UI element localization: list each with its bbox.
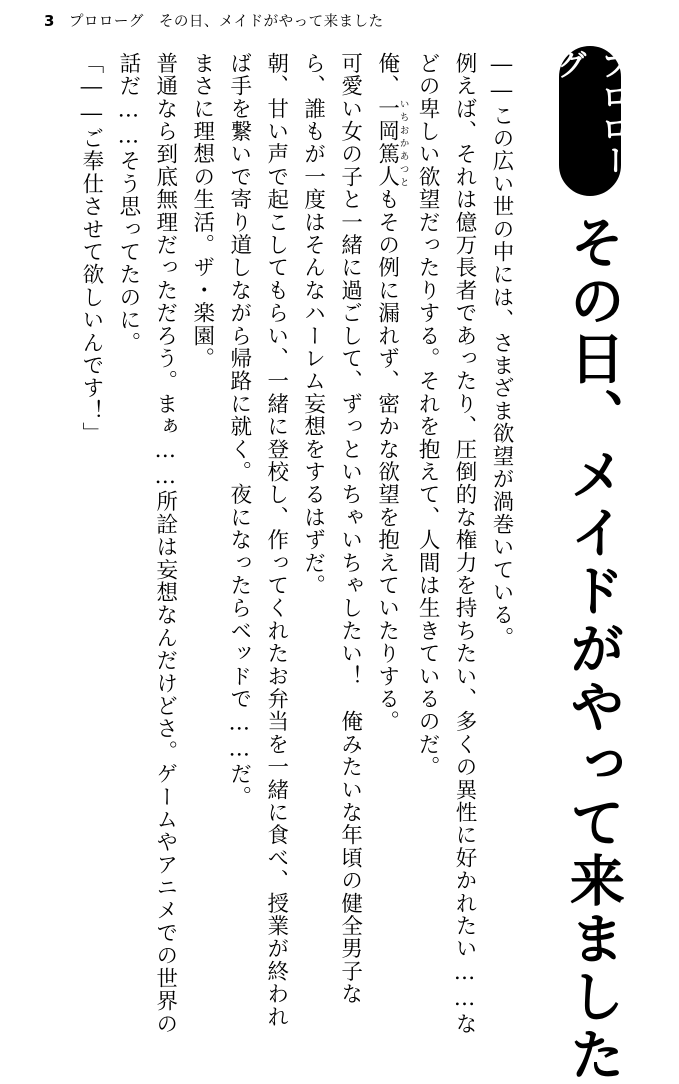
page-number: 3 xyxy=(44,12,55,30)
paragraph-with-ruby: 俺、一岡篤人いちおかあつともその例に漏れず、密かな欲望を抱えていたりする。 xyxy=(374,52,409,734)
body-text xyxy=(36,52,519,1042)
ruby-base: 一岡篤人 xyxy=(374,97,400,189)
page-body xyxy=(0,46,679,1084)
ruby-text: いちおかあつと xyxy=(397,97,409,189)
chapter-title-block xyxy=(533,46,653,1084)
chapter-title: その日、メイドがやって来ました xyxy=(560,214,625,1084)
running-head xyxy=(44,10,384,31)
paragraph: 可愛い女の子と一緒に過ごして、ずっといちゃいちゃしたい！ 俺みたいな年頃の健全男子なら、誰もが一度はそんなハーレム妄想をするはずだ。 xyxy=(300,52,363,1006)
paragraph: まさに理想の生活。ザ・楽園。 xyxy=(189,52,215,370)
running-head-title: プロローグ その日、メイドがやって来ました xyxy=(68,14,384,30)
ruby-annotation xyxy=(374,97,409,189)
paragraph-dialogue: 「――ご奉仕させて欲しいんです！」 xyxy=(78,52,104,445)
paragraph: 普通なら到底無理だっただろう。まぁ……所詮は妄想なんだけどさ。ゲームやアニメでの世界の話だ……そう思ってたのに。 xyxy=(115,52,178,1036)
paragraph: 例えば、それは億万長者であったり、圧倒的な権力を持ちたい、多くの異性に好かれたい……などの卑しい欲望だったりする。それを抱えて、人間は生きているのだ。 xyxy=(415,52,478,1036)
paragraph: 朝、甘い声で起こしてもらい、一緒に登校し、作ってくれたお弁当を一緒に食べ、授業が終われば手を繋いで寄り道しながら帰路に就く。夜になったらベッドで……だ。 xyxy=(226,52,289,1029)
paragraph: ――この広い世の中には、さまざま欲望が渦巻いている。 xyxy=(489,52,514,650)
chapter-label: プロローグ xyxy=(559,46,621,196)
